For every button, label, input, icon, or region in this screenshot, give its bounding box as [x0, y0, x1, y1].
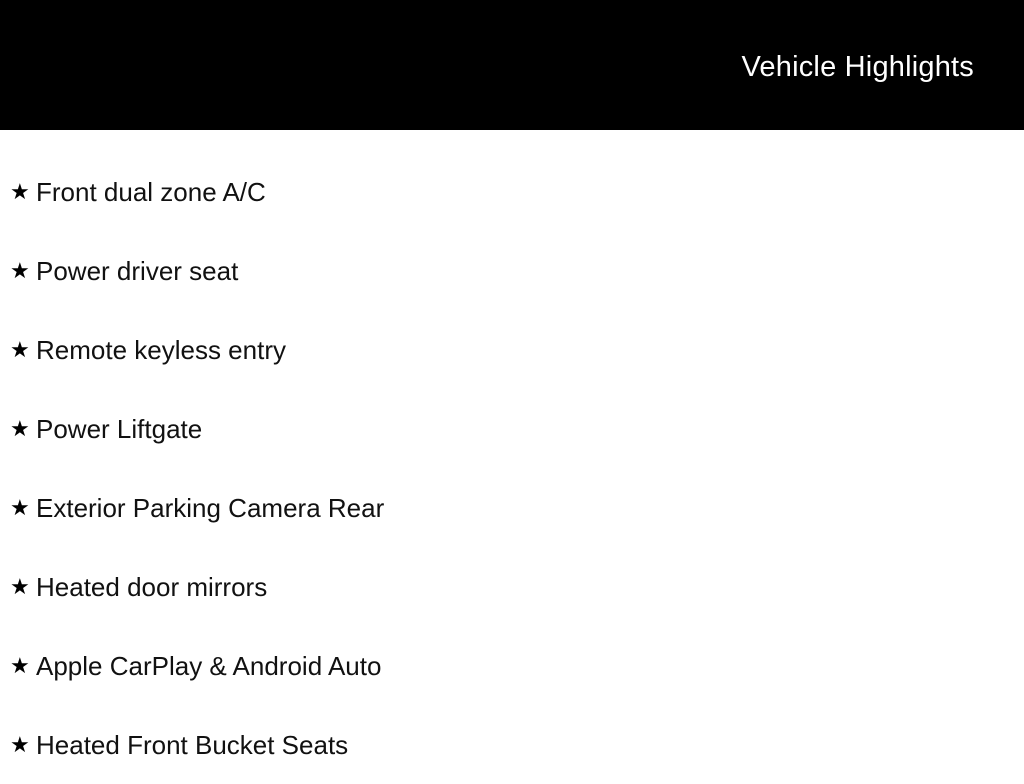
highlight-label: Power driver seat: [36, 255, 239, 286]
list-item: [0, 389, 1024, 468]
list-item: [0, 231, 1024, 310]
list-item: [0, 468, 1024, 547]
star-icon: ★: [10, 573, 30, 599]
page-title: Vehicle Highlights: [741, 50, 974, 83]
highlight-label: Remote keyless entry: [36, 334, 286, 365]
list-item: [0, 626, 1024, 705]
star-icon: ★: [10, 731, 30, 757]
list-item: [0, 152, 1024, 231]
list-item: [0, 310, 1024, 389]
highlight-label: Apple CarPlay & Android Auto: [36, 650, 382, 681]
star-icon: ★: [10, 415, 30, 441]
highlight-label: Power Liftgate: [36, 413, 203, 444]
star-icon: ★: [10, 652, 30, 678]
star-icon: ★: [10, 178, 30, 204]
star-icon: ★: [10, 336, 30, 362]
highlight-label: Heated Front Bucket Seats: [36, 729, 349, 760]
list-item: [0, 705, 1024, 784]
list-item: [0, 547, 1024, 626]
highlight-label: Heated door mirrors: [36, 571, 268, 602]
page-header: [0, 0, 1024, 130]
vehicle-highlights-list: [0, 130, 1024, 784]
star-icon: ★: [10, 494, 30, 520]
highlight-label: Exterior Parking Camera Rear: [36, 492, 385, 523]
star-icon: ★: [10, 257, 30, 283]
highlight-label: Front dual zone A/C: [36, 176, 266, 207]
